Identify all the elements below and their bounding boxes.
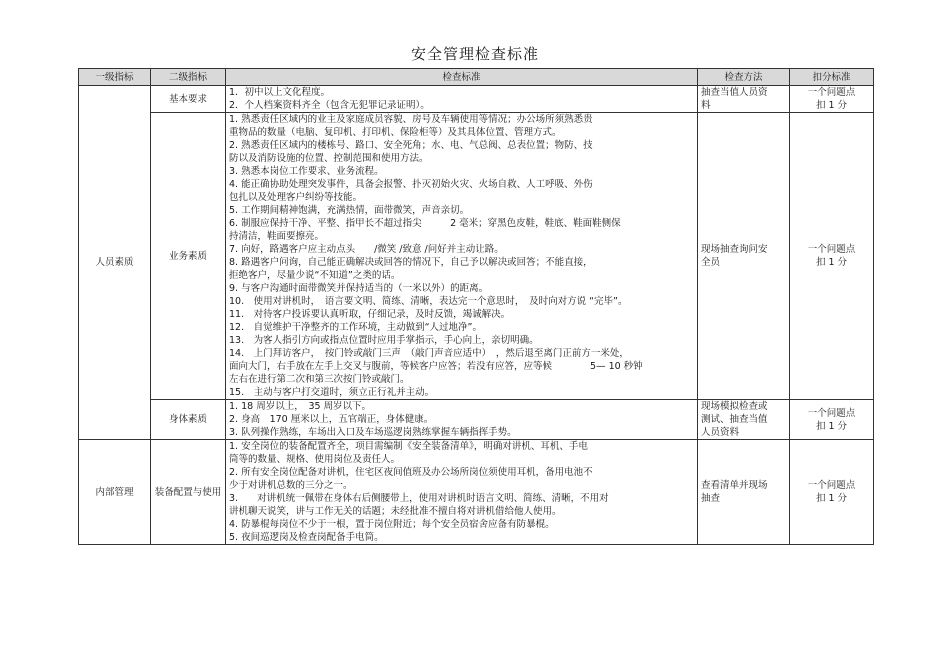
- criteria-cell: [226, 86, 698, 113]
- method-line: 人员资料: [701, 427, 740, 438]
- deduction-line: 扣 1 分: [815, 493, 848, 504]
- method-line: 抽查当值人员资: [701, 87, 768, 98]
- criteria-line: 11. 对待客户投诉要认真听取，仔细记录，及时反馈，竭诚解决。: [229, 309, 511, 320]
- criteria-line: 6. 制服应保持干净、平整、指甲长不超过指尖 2 毫米；穿黑色皮鞋，鞋底、鞋面鞋侧保: [229, 218, 621, 229]
- criteria-line: 3. 熟悉本岗位工作要求、业务流程。: [229, 166, 384, 177]
- table-row: [79, 440, 874, 545]
- table-row: [79, 400, 874, 440]
- criteria-line: 2．个人档案资料齐全（包含无犯罪记录证明）。: [229, 100, 430, 111]
- level1-cell: 内部管理: [79, 440, 151, 545]
- criteria-line: 持清洁，鞋面要擦亮。: [229, 231, 325, 242]
- criteria-line: 包扎以及处理客户纠纷等技能。: [229, 192, 363, 203]
- method-cell: [698, 113, 790, 400]
- criteria-line: 3. 对讲机统一佩带在身体右后侧腰带上，使用对讲机时语言文明、简练、清晰，不用对: [229, 493, 609, 504]
- criteria-line: 14. 上门拜访客户， 按门铃或敲门三声 （敲门声音应适中） ，然后退至离门正前方一米处，: [229, 348, 629, 359]
- table-row: [79, 113, 874, 400]
- criteria-line: 2. 所有安全岗位配备对讲机，住宅区夜间值班及办公场所岗位须使用耳机，备用电池不: [229, 467, 593, 478]
- criteria-line: 1．初中以上文化程度。: [229, 87, 331, 98]
- method-line: 料: [701, 100, 711, 111]
- criteria-line: 面向大门，右手放在左手上交叉与腹前，等候客户应答；若没有应答，应等候 5— 10 秒钟: [229, 361, 643, 372]
- method-cell: [698, 86, 790, 113]
- criteria-line: 左右在进行第二次和第三次按门铃或敲门。: [229, 374, 410, 385]
- criteria-cell: [226, 440, 698, 545]
- header-method: 检查方法: [698, 69, 790, 86]
- header-level2: 二级指标: [151, 69, 226, 86]
- deduction-cell: [790, 400, 874, 440]
- criteria-line: 拒绝客户，尽量少说“不知道”之类的话。: [229, 270, 401, 281]
- criteria-line: 重物品的数量（电脑、复印机、打印机、保险柜等）及其具体位置、管理方式。: [229, 127, 562, 138]
- method-line: 抽查: [701, 493, 721, 504]
- method-line: 全员: [701, 257, 721, 268]
- criteria-line: 12. 自觉维护干净整齐的工作环境，主动做到“人过地净”。: [229, 322, 482, 333]
- criteria-line: 筒等的数量、规格、使用岗位及责任人。: [229, 454, 401, 465]
- criteria-line: 1. 安全岗位的装备配置齐全，项目需编制《安全装备清单》，明确对讲机、耳机、手电: [229, 441, 588, 452]
- header-deduction: 扣分标准: [790, 69, 874, 86]
- level2-cell: 业务素质: [151, 113, 226, 400]
- criteria-line: 1. 熟悉责任区域内的业主及家庭成员容貌、房号及车辆使用等情况；办公场所须熟悉贵: [229, 114, 593, 125]
- deduction-line: 一个问题点: [807, 87, 856, 98]
- deduction-line: 扣 1 分: [815, 257, 848, 268]
- level2-cell: 身体素质: [151, 400, 226, 440]
- deduction-line: 一个问题点: [807, 480, 856, 491]
- criteria-cell: [226, 400, 698, 440]
- level1-cell: 人员素质: [79, 86, 151, 440]
- criteria-line: 少于对讲机总数的三分之一。: [229, 480, 353, 491]
- deduction-line: 一个问题点: [807, 244, 856, 255]
- level2-cell: 装备配置与使用: [151, 440, 226, 545]
- deduction-line: 扣 1 分: [815, 100, 848, 111]
- method-line: 现场抽查询问安: [701, 244, 768, 255]
- criteria-line: 4. 防暴棍每岗位不少于一根，置于岗位附近；每个安全员宿舍应备有防暴棍。: [229, 519, 555, 530]
- method-line: 现场模拟检查或: [701, 401, 768, 412]
- criteria-line: 7. 向好，路遇客户应主动点头 /微笑 /致意 /问好并主动让路。: [229, 244, 504, 255]
- criteria-line: 2. 身高 170 厘米以上，五官端正，身体健康。: [229, 414, 434, 425]
- method-cell: [698, 400, 790, 440]
- deduction-line: 扣 1 分: [815, 420, 848, 432]
- criteria-line: 3. 队列操作熟练，车场出入口及车场巡逻岗熟练掌握车辆指挥手势。: [229, 427, 517, 438]
- criteria-line: 4. 能正确协助处理突发事件，具备会报警、扑灭初始火灾、火场自救、人工呼吸、外伤: [229, 179, 593, 190]
- deduction-cell: [790, 86, 874, 113]
- criteria-line: 8. 路遇客户问询，自己能正确解决或回答的情况下，自己予以解决或回答；不能直接，: [229, 257, 593, 268]
- criteria-cell: [226, 113, 698, 400]
- criteria-line: 13. 为客人指引方向或指点位置时应用手掌指示，手心向上，亲切明确。: [229, 335, 539, 346]
- criteria-line: 讲机聊天说笑，讲与工作无关的话题；未经批准不擅自将对讲机借给他人使用。: [229, 506, 562, 517]
- deduction-line: 一个问题点: [807, 407, 856, 419]
- method-line: 查看清单并现场: [701, 480, 768, 491]
- inspection-standard-table: [78, 68, 874, 545]
- criteria-line: 1. 18 周岁以上， 35 周岁以下。: [229, 401, 372, 412]
- table-header-row: [79, 69, 874, 86]
- criteria-line: 防以及消防设施的位置、控制范围和使用方法。: [229, 153, 429, 164]
- header-level1: 一级指标: [79, 69, 151, 86]
- document-title: 安全管理检查标准: [410, 45, 539, 63]
- level2-cell: 基本要求: [151, 86, 226, 113]
- criteria-line: 15. 主动与客户打交道时，须立正行礼并主动。: [229, 387, 435, 398]
- header-criteria: 检查标准: [226, 69, 698, 86]
- method-line: 测试、抽查当值: [701, 414, 768, 425]
- criteria-line: 2. 熟悉责任区域内的楼栋号、路口、安全死角；水、电、气总阀、总表位置；物防、技: [229, 140, 593, 151]
- criteria-line: 5. 夜间巡逻岗及检查岗配备手电筒。: [229, 532, 384, 543]
- criteria-line: 9. 与客户沟通时面带微笑并保持适当的（一米以外）的距离。: [229, 283, 489, 294]
- criteria-line: 10. 使用对讲机时， 语言要文明、简练、清晰，表达完一个意思时， 及时向对方说 “完毕”。: [229, 296, 628, 307]
- table-row: [79, 86, 874, 113]
- deduction-cell: [790, 440, 874, 545]
- deduction-cell: [790, 113, 874, 400]
- method-cell: [698, 440, 790, 545]
- criteria-line: 5. 工作期间精神饱满，充满热情，面带微笑，声音亲切。: [229, 205, 470, 216]
